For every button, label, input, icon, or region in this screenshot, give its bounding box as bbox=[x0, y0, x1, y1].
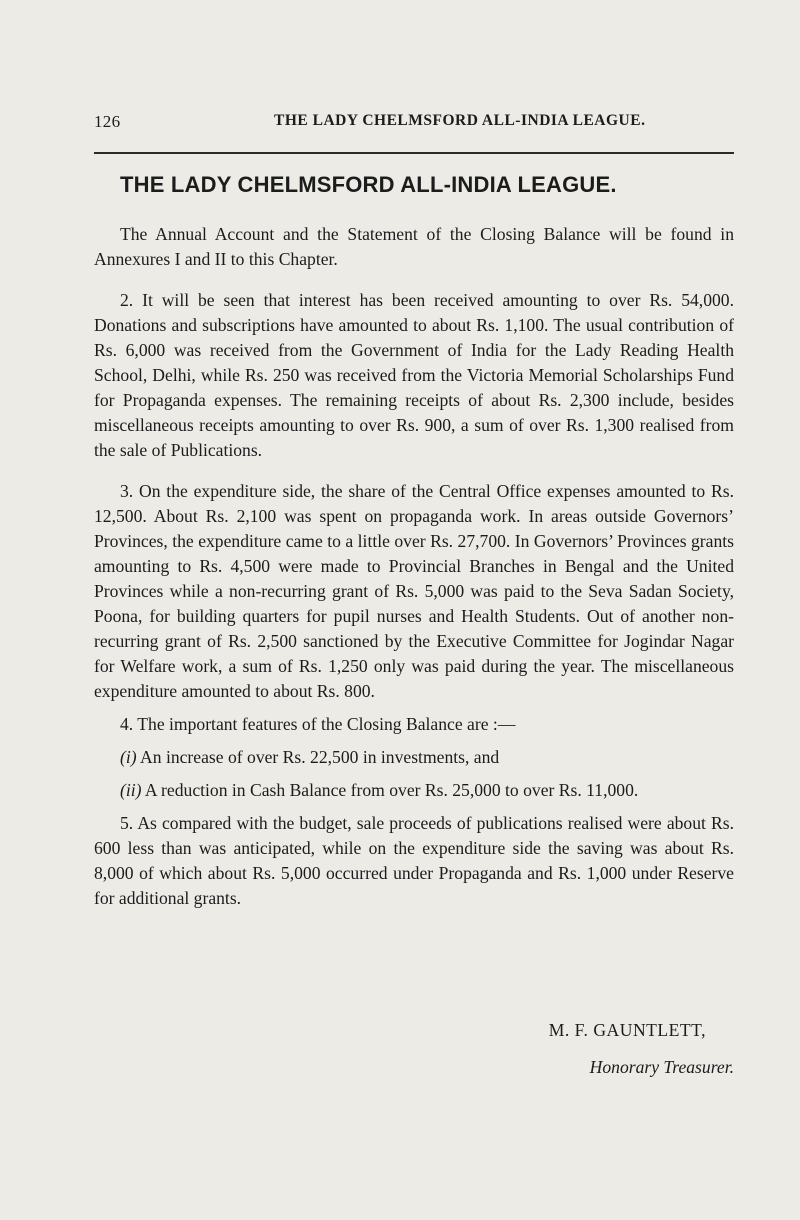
paragraph-receipts: 2. It will be seen that interest has been received amounting to over Rs. 54,000. Donations and subscriptions have amounted to about Rs. 1,100. The usual contribution of Rs. 6,000 was received from the Government of India for the Lady Reading Health School, Delhi, while Rs. 250 was received from the Victoria Memorial Scholarships Fund for Propaganda expenses. The remaining receipts of about Rs. 2,300 include, besides miscellaneous receipts amounting to over Rs. 900, a sum of over Rs. 1,300 realised from the sale of Publications. bbox=[94, 290, 734, 460]
feature-text: An increase of over Rs. 22,500 in investments, and bbox=[136, 747, 500, 767]
paragraph-intro: The Annual Account and the Statement of the Closing Balance will be found in Annexures I and II to this Chapter. bbox=[94, 224, 734, 269]
feature-item-cash-balance bbox=[94, 778, 734, 803]
feature-numeral: (i) bbox=[120, 747, 137, 767]
header-rule bbox=[94, 152, 734, 154]
signatory-title: Honorary Treasurer. bbox=[589, 1057, 734, 1077]
paragraph-budget-comparison: 5. As compared with the budget, sale proceeds of publications realised were about Rs. 600 less than was anticipated, while on the expenditure side the saving was about Rs. 8,000 of which about Rs. 5,000 occurred under Propaganda and Rs. 1,000 under Reserve for additional grants. bbox=[94, 813, 734, 908]
section-heading: THE LADY CHELMSFORD ALL-INDIA LEAGUE. bbox=[120, 172, 617, 197]
running-header bbox=[94, 112, 740, 136]
feature-item-investments bbox=[94, 745, 734, 770]
paragraph-expenditure: 3. On the expenditure side, the share of the Central Office expenses amounted to Rs. 12,500. About Rs. 2,100 was spent on propaganda work. In areas outside Governors’ Provinces, the expenditure came to a little over Rs. 27,700. In Governors’ Provinces grants amounting to Rs. 4,500 were made to Provincial Branches in Bengal and the United Provinces while a non-recurring grant of Rs. 5,000 was paid to the Seva Sadan Society, Poona, for building quarters for pupil nurses and Health Students. Out of another non-recurring grant of Rs. 2,500 sanctioned by the Executive Committee for Jogindar Nagar for Welfare work, a sum of Rs. 1,250 only was paid during the year. The miscellaneous expenditure amounted to about Rs. 800. bbox=[94, 481, 734, 701]
signature-block bbox=[94, 1018, 734, 1080]
feature-text: A reduction in Cash Balance from over Rs. 25,000 to over Rs. 11,000. bbox=[141, 780, 639, 800]
body-text bbox=[94, 222, 734, 911]
paragraph-closing-balance: 4. The important features of the Closing Balance are :— bbox=[120, 714, 516, 734]
signatory-name: M. F. GAUNTLETT, bbox=[548, 1020, 706, 1040]
running-title: THE LADY CHELMSFORD ALL-INDIA LEAGUE. bbox=[274, 112, 646, 129]
page-number: 126 bbox=[94, 112, 121, 131]
feature-numeral: (ii) bbox=[120, 780, 142, 800]
